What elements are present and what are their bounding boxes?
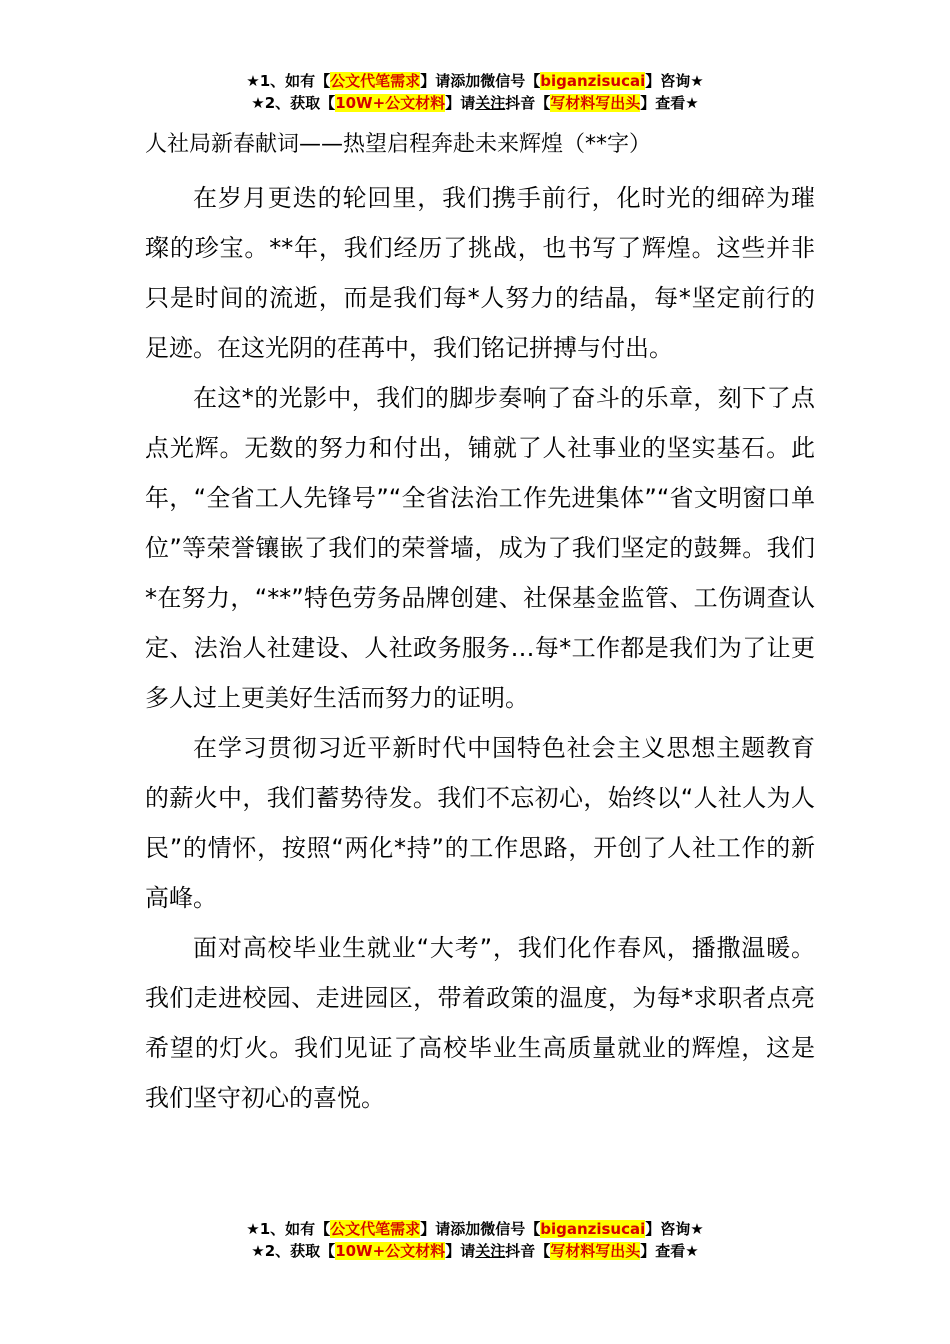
promo-line-1 [0,70,950,92]
paragraph: 在岁月更迭的轮回里，我们携手前行，化时光的细碎为璀璨的珍宝。**年，我们经历了挑战，也书写了辉煌。这些并非只是时间的流逝，而是我们每*人努力的结晶，每*坚定前行的足迹。在这光阴的荏苒中，我们铭记拼搏与付出。 [145,184,815,362]
document-body [145,173,815,1123]
promo-text: 】查看★ [640,1242,699,1260]
wechat-id-highlight: biganzisucai [540,72,646,90]
paragraph: 在这*的光影中，我们的脚步奏响了奋斗的乐章，刻下了点点光辉。无数的努力和付出，铺就了人社事业的坚实基石。此年，“全省工人先锋号”“全省法治工作先进集体”“省文明窗口单位”等荣誉镶嵌了我们的荣誉墙，成为了我们坚定的鼓舞。我们*在努力，“**”特色劳务品牌创建、社保基金监管、工伤调查认定、法治人社建设、人社政务服务…每*工作都是我们为了让更多人过上更美好生活而努力的证明。 [145,384,815,712]
promo-line-2 [0,1240,950,1262]
promo-text: ★1、如有【 [246,72,331,90]
wechat-id-highlight: biganzisucai [540,1220,646,1238]
promo-highlight: 10W+公文材料 [335,94,446,112]
promo-text: ★2、获取【 [251,1242,336,1260]
promo-text: ★2、获取【 [251,94,336,112]
paragraph: 在学习贯彻习近平新时代中国特色社会主义思想主题教育的薪火中，我们蓄势待发。我们不忘初心，始终以“人社人为人民”的情怀，按照“两化*持”的工作思路，开创了人社工作的新高峰。 [145,734,815,912]
promo-line-1 [0,1218,950,1240]
promo-text: 】请添加微信号【 [420,1220,541,1238]
promo-text: 】咨询★ [645,72,704,90]
promo-text: ★1、如有【 [246,1220,331,1238]
document-title: 人社局新春献词——热望启程奔赴未来辉煌（**字） [145,132,652,157]
promo-text: 】请添加微信号【 [420,72,541,90]
douyin-account-highlight: 写材料写出头 [550,1242,641,1260]
promo-underlined-text: 关注 [475,1242,506,1260]
bottom-promo-banner [0,1218,950,1262]
promo-highlight: 10W+公文材料 [335,1242,446,1260]
promo-text: 】查看★ [640,94,699,112]
promo-line-2 [0,92,950,114]
promo-highlight: 公文代笔需求 [330,1220,421,1238]
promo-text: 抖音【 [505,94,551,112]
promo-underlined-text: 关注 [475,94,506,112]
promo-text: 抖音【 [505,1242,551,1260]
promo-highlight: 公文代笔需求 [330,72,421,90]
promo-text: 】请 [445,94,476,112]
promo-text: 】请 [445,1242,476,1260]
promo-text: 】咨询★ [645,1220,704,1238]
paragraph: 面对高校毕业生就业“大考”，我们化作春风，播撒温暖。我们走进校园、走进园区，带着政策的温度，为每*求职者点亮希望的灯火。我们见证了高校毕业生高质量就业的辉煌，这是我们坚守初心的喜悦。 [145,934,815,1112]
douyin-account-highlight: 写材料写出头 [550,94,641,112]
top-promo-banner [0,70,950,114]
